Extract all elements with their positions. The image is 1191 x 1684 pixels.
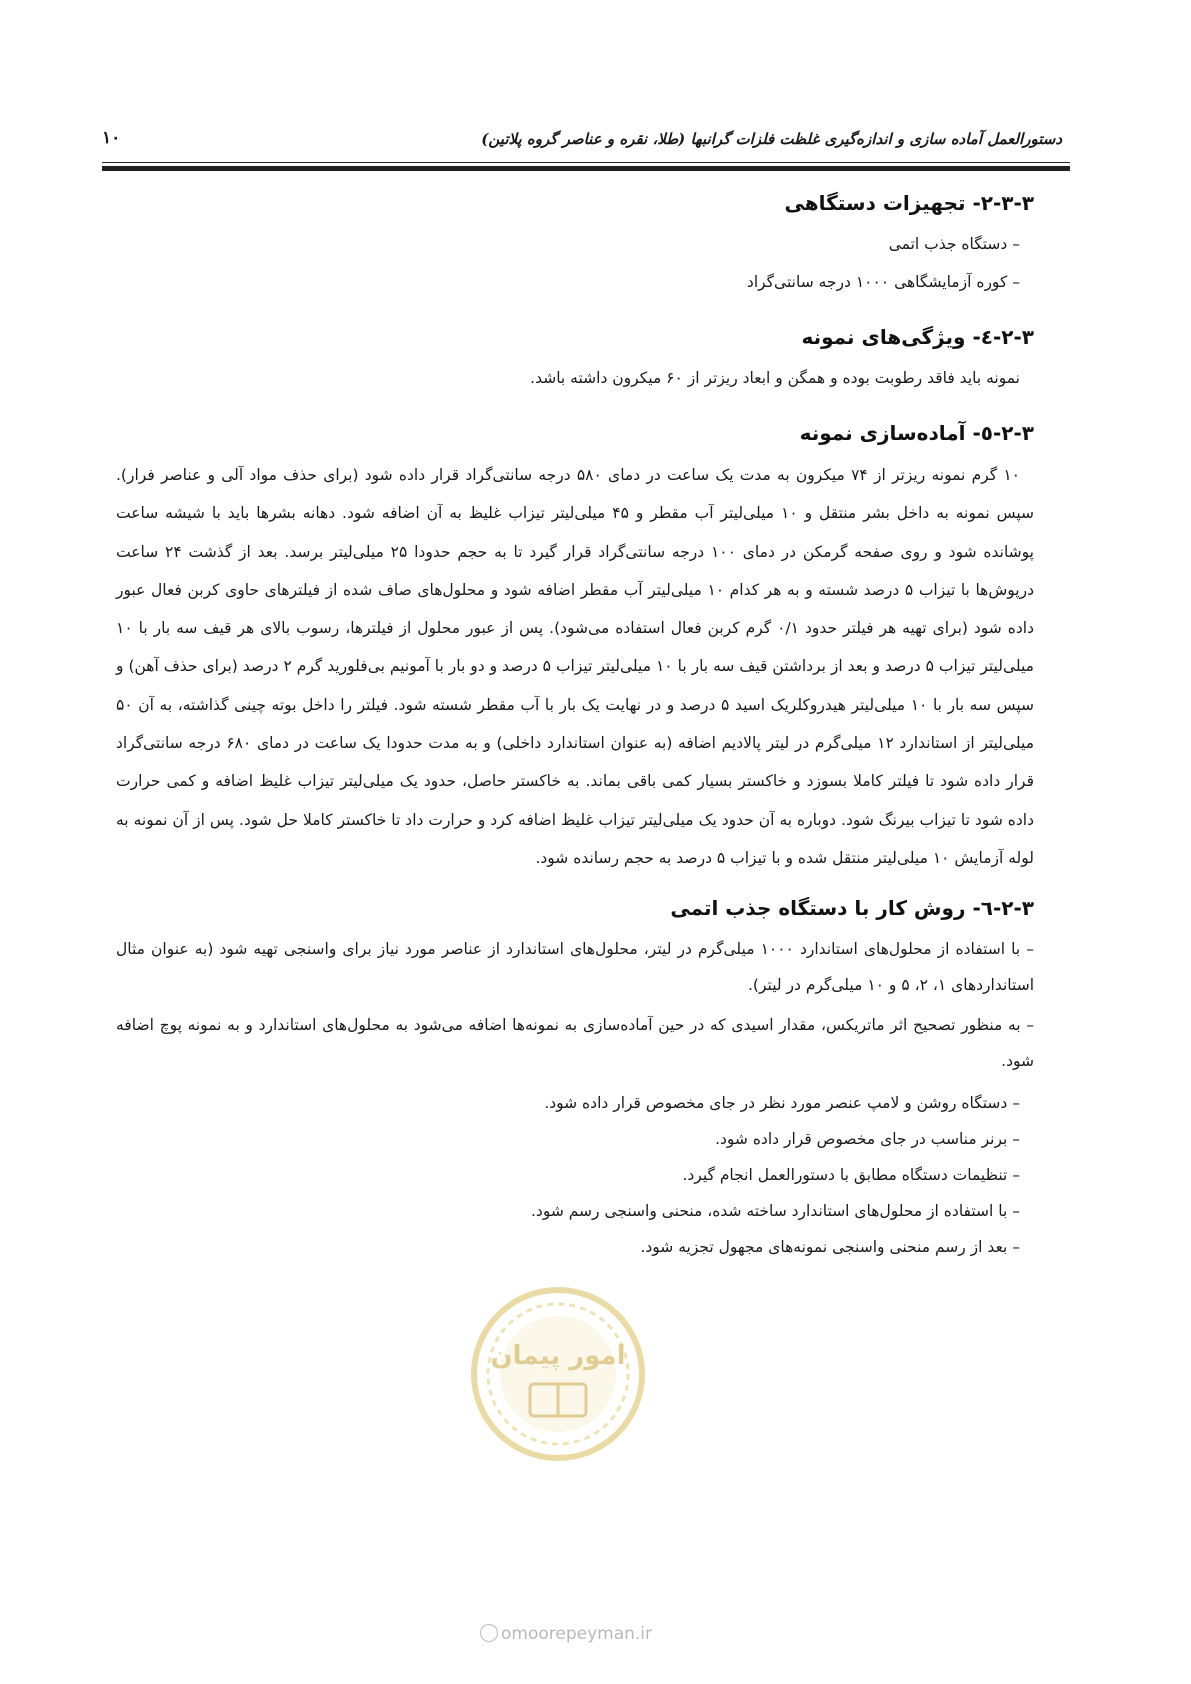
running-title: دستورالعمل آماده سازی و اندازه‌گیری غلظت فلزات گرانبها (طلا، نقره و عناصر گروه پلاتین) <box>481 130 1062 148</box>
watermark-logo-text: امور پیمان <box>490 1341 626 1371</box>
list-item: – با استفاده از محلول‌های استاندارد ساخته شده، منحنی واسنجی رسم شود. <box>530 1202 1020 1221</box>
watermark-url: omoorepeyman.ir <box>480 1624 652 1644</box>
list-item: – بعد از رسم منحنی واسنجی نمونه‌های مجهول تجزیه شود. <box>640 1238 1020 1257</box>
list-item: – دستگاه جذب اتمی <box>888 235 1020 253</box>
watermark-logo <box>468 1284 648 1464</box>
page-number: ۱۰ <box>102 128 121 148</box>
section-heading-sample-preparation: ۲-۳-٥- آماده‌سازی نمونه <box>799 421 1034 445</box>
paragraph: ۱۰ گرم نمونه ریزتر از ۷۴ میکرون به مدت یک ساعت در دمای ۵۸۰ درجه سانتی‌گراد قرار داده شود (برای حذف مواد آلی و عناصر فرار). سپس نمونه به داخل بشر منتقل و ۱۰ میلی‌لیتر آب مقطر و ۴۵ میلی‌لیتر تیزاب غلیظ به آن اضافه شود. دهانه بشرها باید با شیشه ساعت پوشانده شود و روی صفحه گرمکن در دمای ۱۰۰ درجه سانتی‌گراد قرار گیرد تا به حجم حدودا ۲۵ میلی‌لیتر برسد. بعد از گذشت ۲۴ ساعت درپوش‌ها با تیزاب ۵ درصد شسته و به هر کدام ۱۰ میلی‌لیتر آب مقطر اضافه شود و محلول‌های صاف شده از فیلترهای حاوی کربن فعال عبور داده شود (برای تهیه هر فیلتر حدود ۰/۱ گرم کربن فعال استفاده می‌شود). پس از عبور محلول از فیلترها، رسوب بالای هر قیف سه بار با ۱۰ میلی‌لیتر تیزاب ۵ درصد و بعد از برداشتن قیف سه بار با ۱۰ میلی‌لیتر تیزاب ۵ درصد و دو بار با آمونیم بی‌فلورید گرم ۲ درصد (برای حذف آهن) و سپس سه بار با ۱۰ میلی‌لیتر هیدروکلریک اسید ۵ درصد و در نهایت یک بار با آب مقطر شسته شود. فیلتر را داخل بوته چینی گذاشته، به آن ۵۰ میلی‌لیتر از استاندارد ۱۲ میلی‌گرم در لیتر پالادیم اضافه (به عنوان استاندارد داخلی) و به مدت حدودا یک ساعت در دمای ۶۸۰ درجه سانتی‌گراد قرار داده شود تا فیلتر کاملا بسوزد و خاکستر بسیار کمی باقی بماند. به خاکستر حاصل، حدود یک میلی‌لیتر تیزاب غلیظ اضافه و کمی حرارت داده شود تا تیزاب بیرنگ شود. دوباره به آن حدود یک میلی‌لیتر تیزاب غلیظ اضافه کرد و حرارت داد تا خاکستر کاملا حل شود. پس از آن نمونه به لوله آزمایش ۱۰ میلی‌لیتر منتقل شده و با تیزاب ۵ درصد به حجم رسانده شود. <box>116 466 1035 867</box>
section-heading-sample-properties: ۲-۳-٤- ویژگی‌های نمونه <box>801 325 1034 349</box>
paragraph: نمونه باید فاقد رطوبت بوده و همگن و ابعاد ریزتر از ۶۰ میکرون داشته باشد. <box>530 369 1020 387</box>
at-icon <box>480 1624 498 1642</box>
header-rule-thin <box>102 162 1070 163</box>
paragraph: – با استفاده از محلول‌های استاندارد ۱۰۰۰ میلی‌گرم در لیتر، محلول‌های استاندارد از عناصر مورد نیاز برای واسنجی تهیه شود (به عنوان مثال استانداردهای ۱، ۲، ۵ و ۱۰ میلی‌گرم در لیتر). <box>116 940 1034 995</box>
list-item: – دستگاه روشن و لامپ عنصر مورد نظر در جای مخصوص قرار داده شود. <box>544 1094 1020 1113</box>
page-header <box>102 124 1062 154</box>
section-heading-equipment: ۲-۳-۳- تجهیزات دستگاهی <box>784 191 1034 215</box>
paragraph: – به منظور تصحیح اثر ماتریکس، مقدار اسیدی که در حین آماده‌سازی به نمونه‌ها اضافه می‌شود به محلول‌های استاندارد و به نمونه پوچ اضافه شود. <box>116 1016 1034 1071</box>
body-content <box>116 188 1034 1265</box>
list-item: – کوره آزمایشگاهی ۱۰۰۰ درجه سانتی‌گراد <box>746 273 1020 291</box>
list-item: – تنظیمات دستگاه مطابق با دستورالعمل انجام گیرد. <box>682 1166 1020 1185</box>
section-heading-aas-procedure: ۲-۳-٦- روش کار با دستگاه جذب اتمی <box>670 896 1034 921</box>
header-rule-thick <box>102 166 1070 171</box>
list-item: – برنر مناسب در جای مخصوص قرار داده شود. <box>715 1130 1020 1149</box>
